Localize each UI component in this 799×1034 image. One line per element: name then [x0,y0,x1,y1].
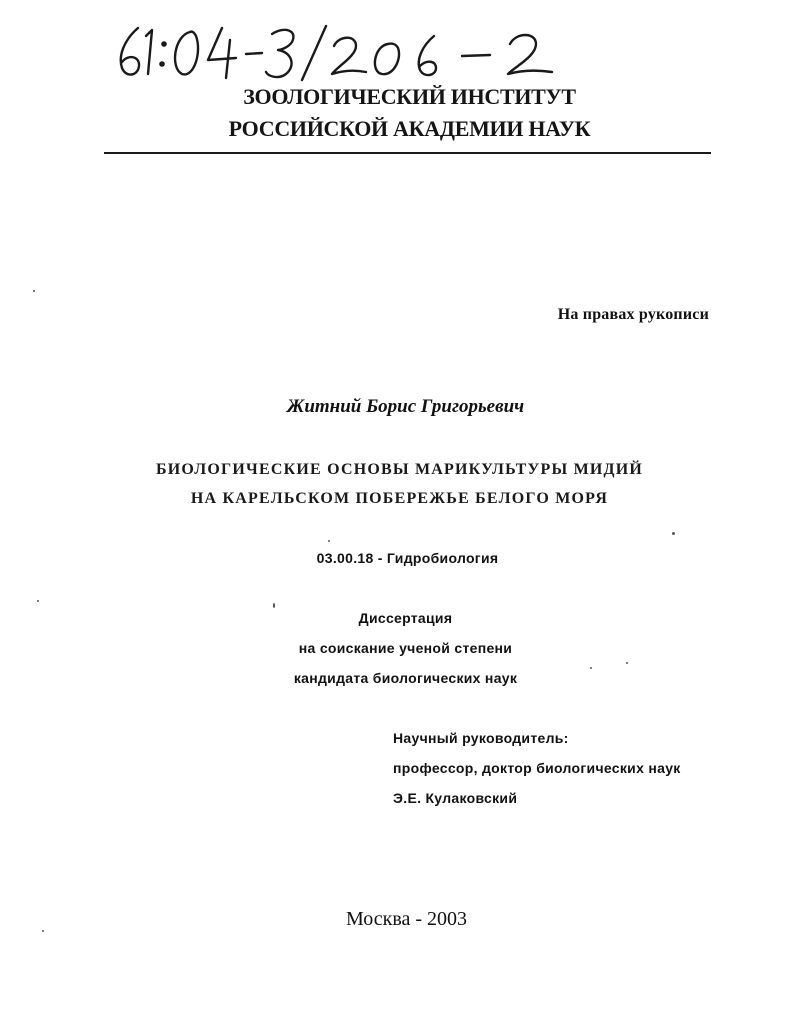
author-name: Житний Борис Григорьевич [286,396,525,417]
scan-speck [33,290,35,292]
supervisor-label: Научный руководитель: [393,730,569,746]
scan-speck [273,603,275,608]
institution-name-line1: ЗООЛОГИЧЕСКИЙ ИНСТИТУТ [243,84,576,109]
dissertation-type-line3: кандидата биологических наук [293,670,518,686]
scan-speck [590,667,592,669]
city-year: Москва - 2003 [345,908,468,930]
handwritten-catalog-number-drawing [112,22,582,82]
thesis-title-line2: НА КАРЕЛЬСКОМ ПОБЕРЕЖЬЕ БЕЛОГО МОРЯ [190,490,609,507]
handwritten-catalog-number [112,22,582,82]
dissertation-type-line1: Диссертация [358,610,453,626]
specialty-code: 03.00.18 - Гидробиология [316,550,499,566]
supervisor-position: профессор, доктор биологических наук [393,760,681,776]
header-divider [104,152,711,154]
scan-speck [626,662,628,664]
thesis-title-line1: БИОЛОГИЧЕСКИЕ ОСНОВЫ МАРИКУЛЬТУРЫ МИДИЙ [155,461,644,478]
scan-speck [672,532,675,535]
dissertation-type-line2: на соискание ученой степени [298,640,513,656]
supervisor-name: Э.Е. Кулаковский [393,790,518,806]
scan-speck [328,540,330,542]
scan-speck [42,930,44,932]
institution-name-line2: РОССИЙСКОЙ АКАДЕМИИ НАУК [228,116,591,141]
manuscript-note: На правах рукописи [557,306,709,323]
scan-speck [37,600,39,602]
